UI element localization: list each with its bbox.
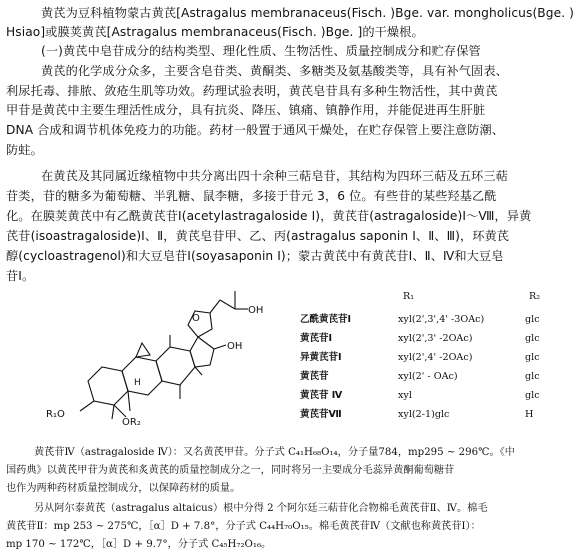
text-line: 醇(cycloastragenol)和大豆皂苷Ⅰ(soyasaponin Ⅰ)；蒙古黄芪中有黄芪苷Ⅰ、Ⅱ、Ⅳ和大豆皂	[6, 249, 504, 263]
r2-value: glc	[525, 390, 540, 401]
r1-value: xyl	[398, 390, 412, 401]
table-row	[300, 387, 570, 405]
label-o-ring: O	[192, 313, 200, 324]
text-line: 苷类，苷的糖多为葡萄糖、半乳糖、鼠李糖，多接于苷元 3，6 位。有些苷的某些羟基乙酰	[6, 189, 497, 203]
table-row	[300, 311, 570, 329]
compound-name: 乙酰黄芪苷Ⅰ	[300, 314, 352, 325]
note-line: 黄芪苷Ⅱ：mp 253 ~ 275℃，［α］D + 7.8°，分子式 C₄₄H₇₀O₁₅。棉毛黄芪苷Ⅳ（文献也称黄芪苷Ⅰ）：	[6, 521, 481, 532]
note-line: 国药典》以黄芪甲苷为黄芪和炙黄芪的质量控制成分之一，同时将另一主要成分毛蕊异黄酮葡萄糖苷	[6, 465, 455, 476]
r2-value: H	[525, 409, 534, 420]
text-line: 化。在膜荚黄芪中有乙酰黄芪苷Ⅰ(acetylastragaloside Ⅰ)，黄芪苷(astragaloside)Ⅰ～Ⅷ，异黄	[6, 209, 532, 223]
label-oh-top: OH	[248, 305, 264, 316]
note-line: 黄芪苷Ⅳ（astragaloside Ⅳ）：又名黄芪甲苷。分子式 C₄₁H₆₈O₁₄，分子量784，mp295 ~ 296℃。《中	[34, 447, 515, 458]
text-line: DNA 合成和调节机体免疫力的功能。药材一般置于通风干燥处，在贮存保管上要注意防潮、	[6, 123, 505, 137]
text-line: 黄芪为豆科植物蒙古黄芪[Astragalus membranaceus(Fisch. )Bge. var. mongholicus(Bge. )	[41, 6, 574, 20]
compound-name: 黄芪苷Ⅶ	[300, 409, 342, 420]
note-line: mp 170 ~ 172℃，［α］D + 9.7°，分子式 C₄₅H₇₂O₁₆。	[6, 539, 272, 550]
r2-value: glc	[525, 371, 540, 382]
table-row	[300, 349, 570, 367]
text-line: 在黄芪及其同属近缘植物中共分离出四十余种三萜皂苷，其结构为四环三萜及五环三萜	[41, 169, 508, 183]
compound-name: 黄芪苷	[300, 371, 329, 382]
note-line: 另从阿尔泰黄芪（astragalus altaicus）根中分得 2 个阿尔廷三萜苷化合物棉毛黄芪苷Ⅱ、Ⅳ。棉毛	[34, 503, 488, 514]
table-row	[300, 406, 570, 424]
text-line: 防蛀。	[6, 143, 43, 157]
r1-value: xyl(2',3' -2OAc)	[398, 333, 473, 344]
text-line: 黄芪的化学成分众多，主要含皂苷类、黄酮类、多糖类及氨基酸类等，具有补气固表、	[41, 64, 508, 78]
table-row	[300, 330, 570, 348]
table-header-r2: R₂	[529, 291, 541, 302]
table-row	[300, 368, 570, 386]
compound-name: 异黄芪苷Ⅰ	[300, 352, 342, 363]
text-line: 利尿托毒、排脓、敛疮生肌等功效。药理试验表明，黄芪皂苷具有多种生物活性，其中黄芪	[6, 84, 498, 98]
section-heading: (一)黄芪中皂苷成分的结构类型、理化性质、生物活性、质量控制成分和贮存保管	[41, 44, 481, 58]
r1-value: xyl(2-1)glc	[398, 409, 450, 420]
text-line: 苷Ⅰ。	[6, 269, 35, 283]
structure-drawing	[30, 285, 290, 445]
note-line: 也作为两种药材质量控制成分，以保障药材的质量。	[6, 483, 241, 494]
compound-name: 黄芪苷Ⅰ	[300, 333, 333, 344]
label-r1o: R₁O	[46, 409, 65, 420]
chemical-structure	[30, 285, 290, 445]
label-h: H	[134, 378, 141, 388]
text-line: 芪苷(isoastragaloside)Ⅰ、Ⅱ，黄芪皂苷甲、乙、丙(astragalus saponin Ⅰ、Ⅱ、Ⅲ)，环黄芪	[6, 229, 510, 243]
r2-value: glc	[525, 333, 540, 344]
table-header-r1: R₁	[403, 291, 415, 302]
text-line: Hsiao]或膜荚黄芪[Astragalus membranaceus(Fisch. )Bge. ]的干燥根。	[6, 25, 424, 39]
r1-value: xyl(2',4' -2OAc)	[398, 352, 473, 363]
label-or2: OR₂	[122, 417, 141, 428]
label-oh-mid: OH	[227, 341, 243, 352]
text-line: 甲苷是黄芪中主要生理活性成分，具有抗炎、降压、镇痛、镇静作用，并能促进再生肝脏	[6, 103, 486, 117]
r2-value: glc	[525, 314, 540, 325]
r1-value: xyl(2',3',4' -3OAc)	[398, 314, 485, 325]
r2-value: glc	[525, 352, 540, 363]
compound-name: 黄芪苷 Ⅳ	[300, 390, 343, 401]
r1-value: xyl(2' - OAc)	[398, 371, 458, 382]
